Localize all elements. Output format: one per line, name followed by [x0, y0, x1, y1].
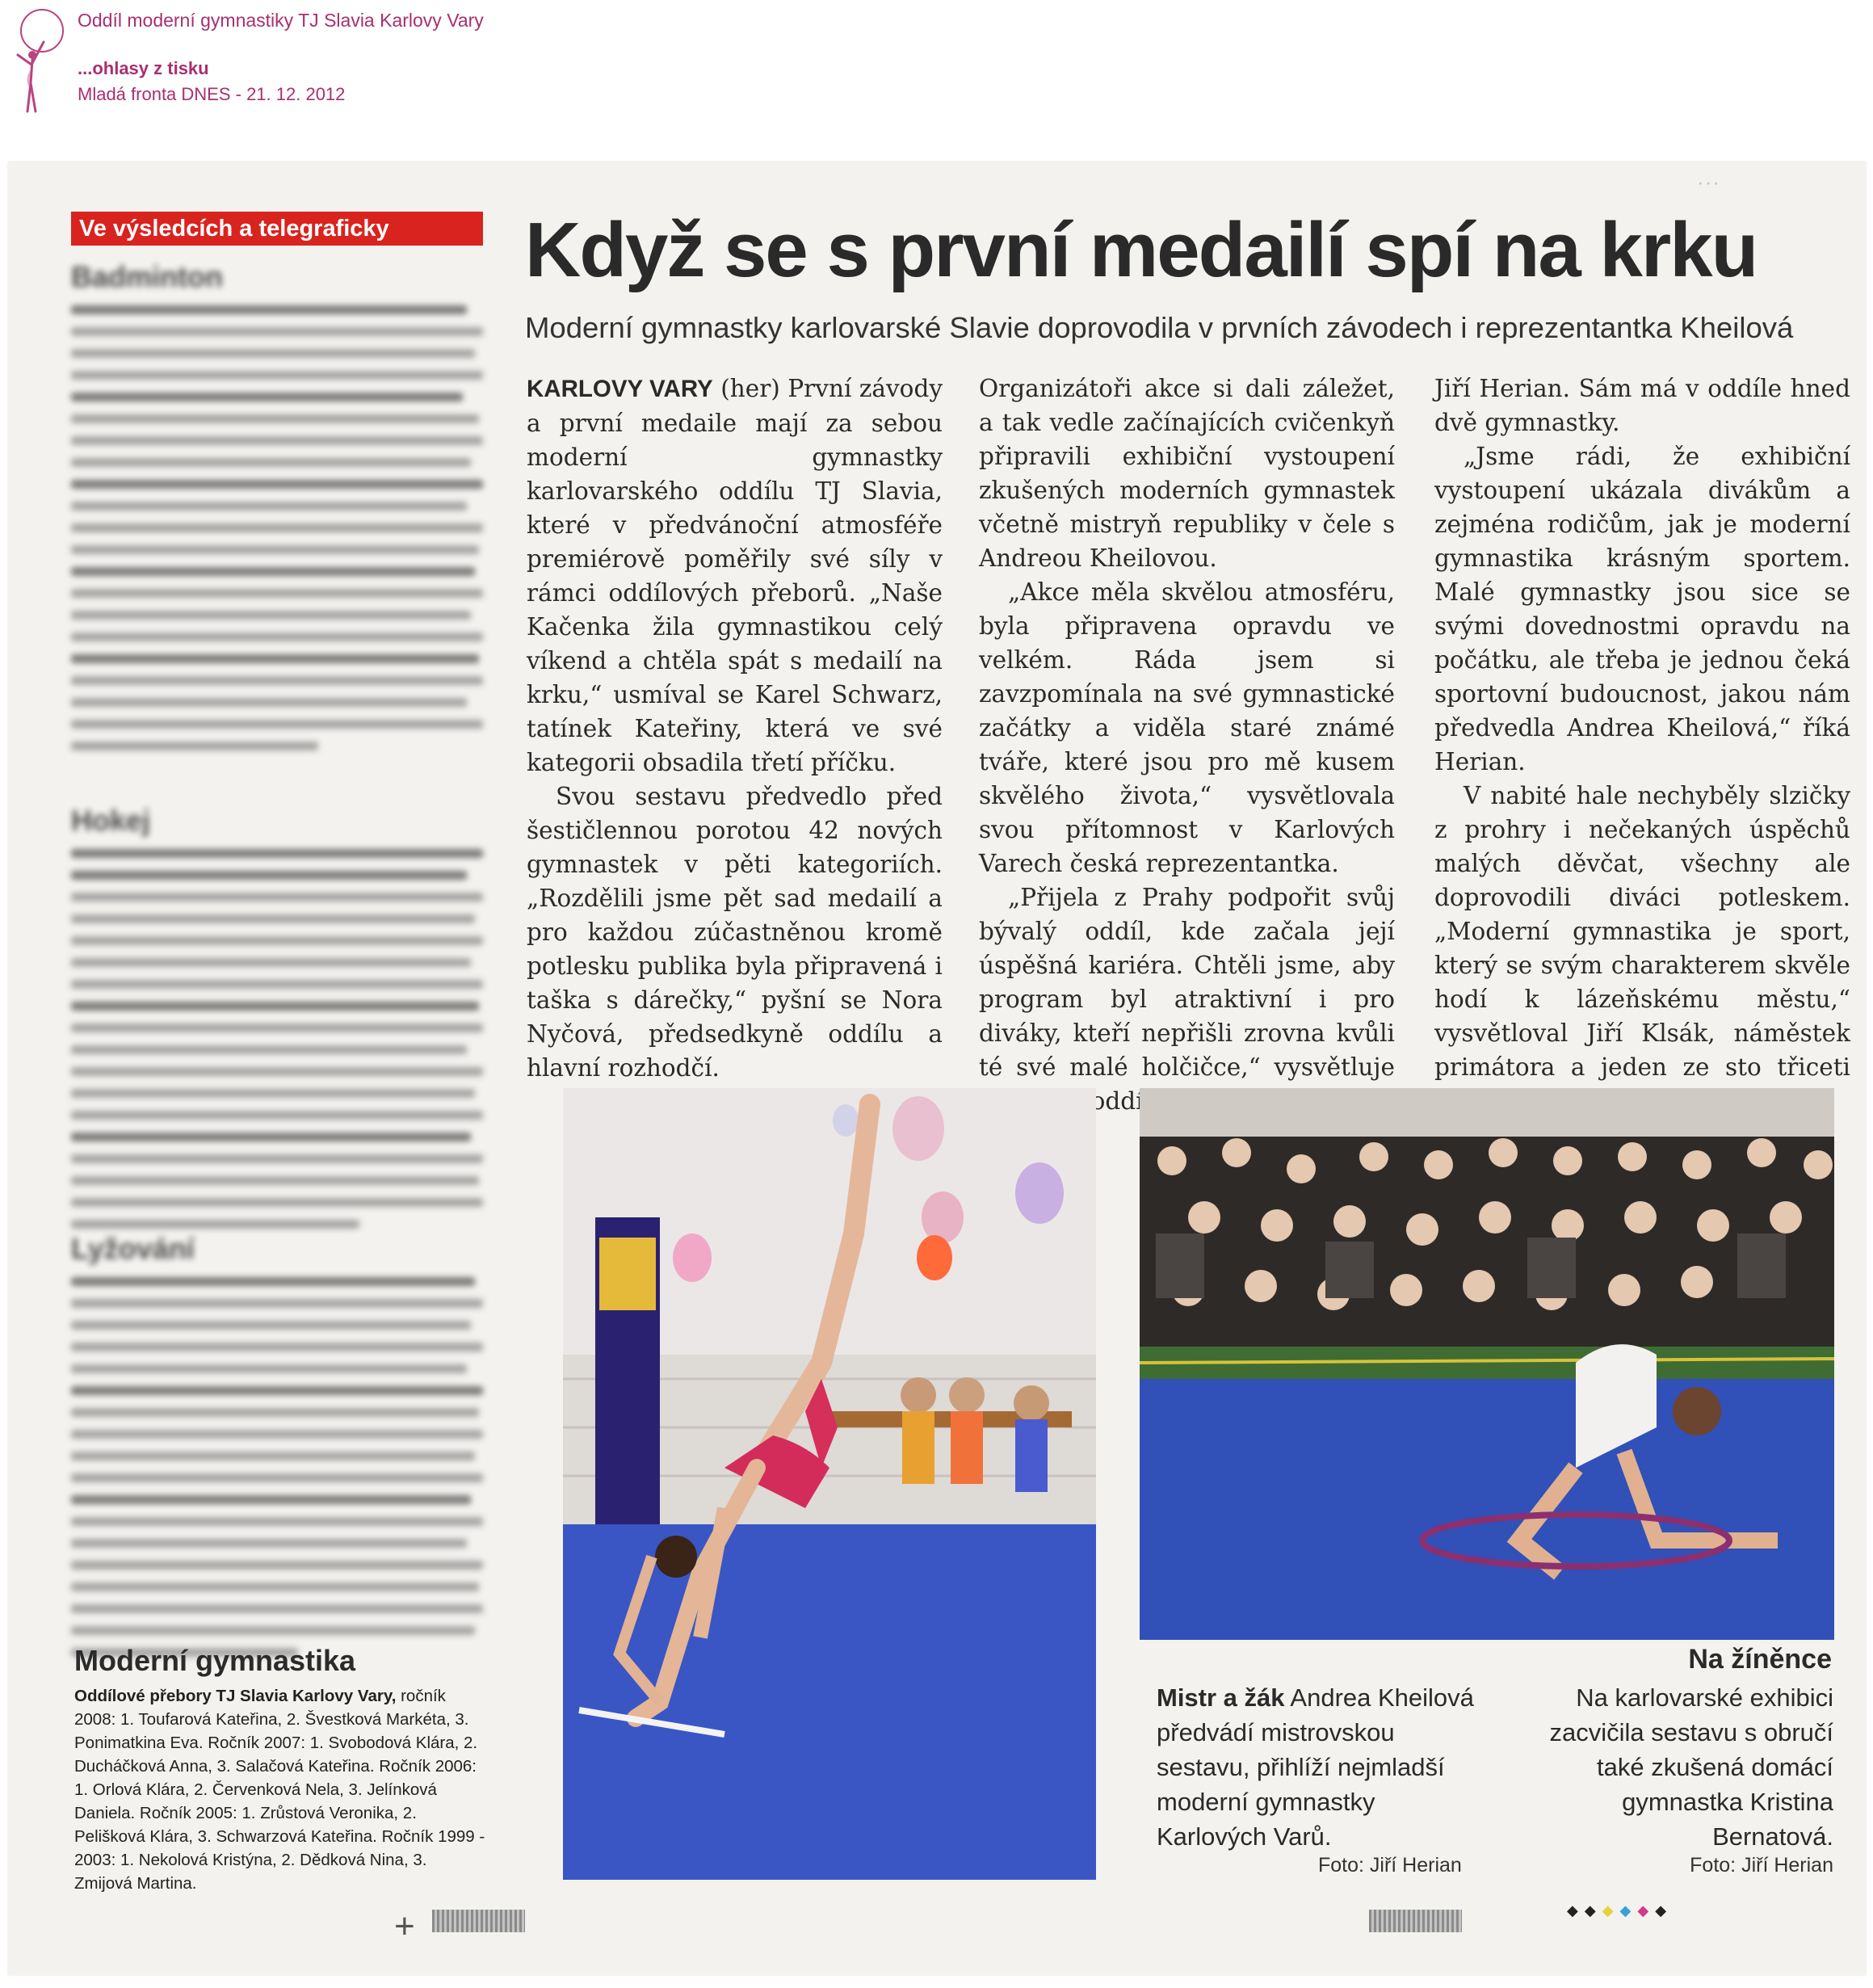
caption-left-title: Mistr a žák [1157, 1683, 1285, 1712]
caption-right-title: Na žíněnce [1688, 1644, 1832, 1675]
color-register-dots: ◆◆◆◆◆◆ [1567, 1902, 1674, 1919]
photo-gymnast-hoop [1140, 1088, 1834, 1640]
bleed-through-text: ··· [1696, 170, 1720, 194]
article-headline: Když se s první medailí spí na krku [525, 207, 1758, 293]
paragraph: Svou sestavu předvedlo před šestičlennou porotou 42 nových gymnastek v pěti kategoriích. „Rozdělili jsme pět sad medailí a pro každou zúčastněnou kromě potlesku publika byla připravená i taška s dárečky,“ pyšní se Nora Nyčová, předsedkyně oddílu a hlavní rozhodčí. [527, 783, 943, 1082]
photo-caption-left [1157, 1680, 1480, 1854]
article-column-1 [527, 372, 943, 1085]
paragraph: „Jsme rádi, že exhibiční vystoupení ukázala divákům a zejména rodičům, jak je moderní gymnastika krásným sportem. Malé gymnastky jsou sice se svými dovednostmi opravdu na počátku, ale třeba je jednou čeká sportovní budoucnost, jakou nám předvedla Andrea Kheilová,“ říká Herian. [1434, 443, 1850, 775]
paragraph: Organizátoři akce si dali záležet, a tak vedle začínajících cvičenkyň připravili exhibiční vystoupení zkušených moderních gymnastek včetně mistryň republiky v čele s Andreou Kheilovou. [979, 375, 1395, 572]
photo-caption-right: Na karlovarské exhibici zacvičila sestavu s obručí také zkušená domácí gymnastka Kristina Bernatová. [1549, 1683, 1833, 1851]
blurred-heading: Badminton [71, 260, 223, 293]
blurred-results-hokej [71, 804, 483, 1242]
dateline: KARLOVY VARY [527, 376, 713, 402]
press-source: Mladá fronta DNES - 21. 12. 2012 [78, 84, 346, 104]
results-body: ročník 2008: 1. Toufarová Kateřina, 2. Švestková Markéta, 3. Ponimatkina Eva. Ročník 2007: 1. Svobodová Klára, 2. Ducháčková Anna, 3. Salačová Kateřina. Ročník 2006: 1. Orlová Klára, 2. Červenková Nela, 3. Jelínková Daniela. Ročník 2005: 1. Zrůstová Veronika, 2. Pelišková Klára, 3. Schwarzová Kateřina. Ročník 1999 - 2003: 1. Nekolová Kristýna, 2. Dědková Nina, 3. Zmijová Martina. [74, 1687, 485, 1893]
blurred-results-badminton [71, 260, 483, 763]
blurred-heading: Lyžování [71, 1232, 195, 1265]
results-title: Moderní gymnastika [74, 1644, 356, 1677]
results-lead: Oddílové přebory TJ Slavia Karlovy Vary, [74, 1687, 397, 1705]
results-text [74, 1684, 486, 1895]
article-subheadline: Moderní gymnastky karlovarské Slavie doprovodila v prvních závodech i reprezentantka Kheilová [525, 311, 1794, 344]
blurred-results-lyzovani [71, 1232, 483, 1670]
paragraph: V nabité hale nechyběly slzičky z prohry i nečekaných úspěchů malých děvčat, všechny ale doprovodili diváci potleskem. „Moderní gymnastika je sport, který se svým charakterem skvěle hodí k lázeňskému městu,“ vysvětloval Jiří Klsák, náměstek primátora a jeden ze sto třiceti [1434, 782, 1850, 1081]
paragraph: „Přijela z Prahy podpořit svůj bývalý oddíl, kde začala její úspěšná kariéra. Chtěli jsme, aby program byl atraktivní i pro diváky, kteří nepřišli zrovna kvůli té své malé holčičce,“ vysvětluje oddílu [979, 884, 1395, 1115]
article-column-2 [979, 372, 1395, 1118]
photo-credit-right: Foto: Jiří Herian [1690, 1854, 1833, 1877]
gymnast-logo-icon [6, 6, 71, 136]
paragraph: KARLOVY VARY (her) První závody a první medaile mají za sebou moderní gymnastky karlovarského oddílu TJ Slavia, které v předvánoční atmosféře premiérově poměřily své síly v rámci oddílových přeborů. „Naše Kačenka žila gymnastikou celý víkend a chtěla spát s medailí na krku,“ usmíval se Karel Schwarz, tatínek Kateřiny, která ve své kategorii obsadila třetí příčku. [527, 375, 943, 776]
paragraph: „Akce měla skvělou atmosféru, byla připravena opravdu ve velkém. Ráda jsem si zavzpomínala na své gymnastické začátky a viděla staré známé tváře, které jsou pro mě kusem skvělého života,“ vysvětlovala svou přítomnost v Karlových Varech česká reprezentantka. [979, 578, 1395, 877]
print-register-bar [1369, 1910, 1462, 1932]
article-column-3 [1434, 372, 1850, 1118]
section-label: ...ohlasy z tisku [78, 58, 209, 78]
club-name: Oddíl moderní gymnastiky TJ Slavia Karlovy Vary [78, 10, 484, 31]
photo-gymnast-split [563, 1088, 1096, 1880]
caption-left-text: Andrea Kheilová předvádí mistrovskou sestavu, přihlíží nejmladší moderní gymnastky Karlových Varů. [1157, 1683, 1474, 1851]
photo-credit-left: Foto: Jiří Herian [1318, 1854, 1462, 1877]
blurred-heading: Hokej [71, 804, 151, 837]
section-tag: Ve výsledcích a telegraficky [71, 212, 483, 246]
paragraph: Jiří Herian. Sám má v oddíle hned dvě gymnastky. [1434, 375, 1850, 436]
print-register-bar [432, 1910, 525, 1932]
plus-register-icon: + [394, 1906, 415, 1946]
